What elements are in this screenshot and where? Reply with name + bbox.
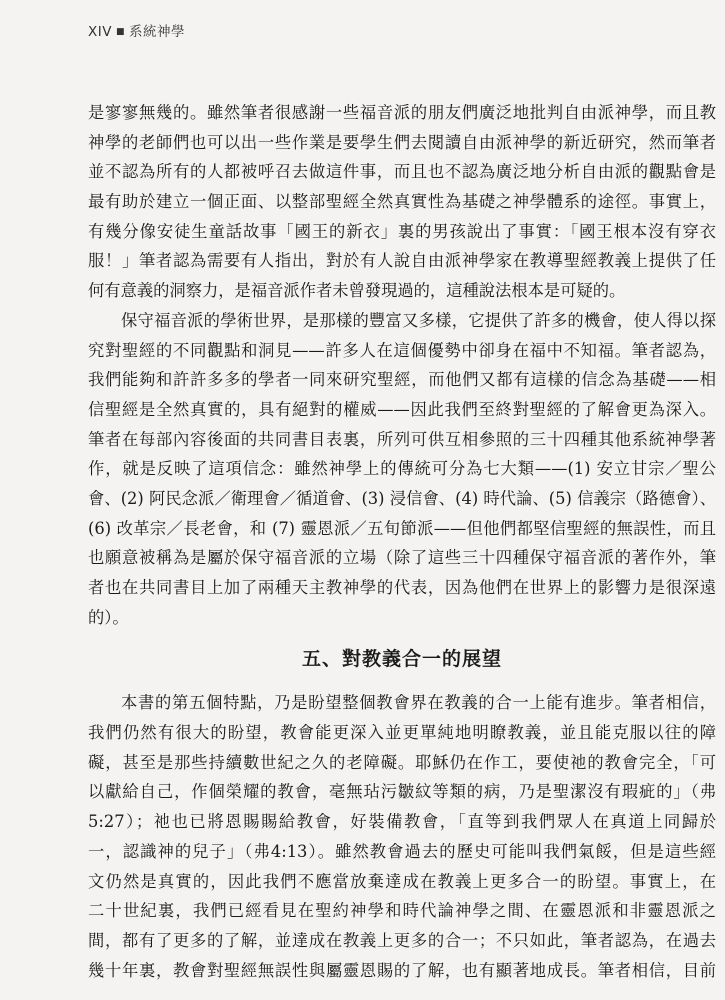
text-line: 我們能夠和許許多多的學者一同來研究聖經，而他們又都有這樣的信念為基礎——相 bbox=[88, 370, 716, 390]
text-line: 一，認識神的兒子」（弗4:13）。雖然教會過去的歷史可能叫我們氣餒，但是這些經 bbox=[88, 841, 716, 861]
paragraph-1 bbox=[88, 98, 716, 306]
text-line: 是寥寥無幾的。雖然筆者很感謝一些福音派的朋友們廣泛地批判自由派神學，而且教 bbox=[88, 103, 716, 122]
paragraph-2 bbox=[88, 306, 716, 633]
text-line: 者也在共同書目上加了兩種天主教神學的代表，因為他們在世界上的影響力是很深遠 bbox=[88, 578, 716, 597]
text-line: 本書的第五個特點，乃是盼望整個教會界在教義的合一上能有進步。筆者相信， bbox=[121, 693, 716, 713]
text-line: 也願意被稱為是屬於保守福音派的立場（除了這些三十四種保守福音派的著作外，筆 bbox=[88, 548, 716, 568]
text-line: 有幾分像安徒生童話故事「國王的新衣」裏的男孩說出了事實：「國王根本沒有穿衣 bbox=[88, 221, 716, 241]
text-line: 我們仍然有很大的盼望，教會能更深入並更單純地明瞭教義，並且能克服以往的障 bbox=[88, 723, 716, 743]
text-line: 神學的老師們也可以出一些作業是要學生們去閱讀自由派神學的新近研究，然而筆者 bbox=[88, 132, 716, 152]
text-line: 5:27）；祂也已將恩賜賜給教會，好裝備教會，「直等到我們眾人在真道上同歸於 bbox=[88, 812, 716, 832]
text-line: 的）。 bbox=[88, 607, 129, 627]
text-line: 究對聖經的不同觀點和洞見——許多人在這個優勢中卻身在福中不知福。筆者認為， bbox=[88, 340, 716, 360]
page-number: XIV bbox=[88, 24, 112, 40]
text-line: 並不認為所有的人都被呼召去做這件事，而且也不認為廣泛地分析自由派的觀點會是 bbox=[88, 162, 716, 182]
text-line: 幾十年裏，教會對聖經無誤性與屬靈恩賜的了解，也有顯著地成長。筆者相信，目前 bbox=[88, 960, 716, 980]
text-line: 間，都有了更多的了解，並達成在教義上更多的合一；不只如此，筆者認為，在過去 bbox=[88, 930, 716, 950]
text-line: (6) 改革宗／長老會，和 (7) 靈恩派／五旬節派——但他們都堅信聖經的無誤性，而且 bbox=[88, 518, 716, 538]
running-header bbox=[88, 20, 185, 40]
section-heading: 五、對教義合一的展望 bbox=[301, 648, 502, 671]
text-line: 保守福音派的學術世界，是那樣的豐富又多樣，它提供了許多的機會，使人得以探 bbox=[121, 310, 716, 330]
text-line: 最有助於建立一個正面、以整部聖經全然真實性為基礎之神學體系的途徑。事實上， bbox=[88, 192, 716, 212]
page-body bbox=[88, 98, 716, 985]
text-line: 信聖經是全然真實的，具有絕對的權威——因此我們至終對聖經的了解會更為深入。 bbox=[88, 399, 716, 419]
text-line: 二十世紀裏，我們已經看見在聖約神學和時代論神學之間、在靈恩派和非靈恩派之 bbox=[88, 901, 716, 921]
text-line: 以獻給自己，作個榮耀的教會，毫無玷污皺紋等類的病，乃是聖潔沒有瑕疵的」（弗 bbox=[88, 782, 716, 802]
text-line: 作，就是反映了這項信念：雖然神學上的傳統可分為七大類——(1) 安立甘宗／聖公 bbox=[88, 459, 716, 479]
text-line: 礙，甚至是那些持續數世紀之久的老障礙。耶穌仍在作工，要使祂的教會完全，「可 bbox=[88, 752, 716, 772]
separator-bullet: ■ bbox=[115, 27, 125, 37]
paragraph-3 bbox=[88, 688, 716, 985]
text-line: 筆者在每部內容後面的共同書目表裏，所列可供互相參照的三十四種其他系統神學著 bbox=[88, 429, 716, 449]
book-title: 系統神學 bbox=[128, 24, 185, 40]
text-line: 服！」筆者認為需要有人指出，對於有人說自由派神學家在教導聖經教義上提供了任 bbox=[88, 251, 716, 271]
text-line: 何有意義的洞察力，是福音派作者未曾發現過的，這種說法根本是可疑的。 bbox=[88, 281, 626, 301]
text-line: 文仍然是真實的，因此我們不應當放棄達成在教義上更多合一的盼望。事實上，在 bbox=[88, 871, 716, 891]
text-line: 會、(2) 阿民念派／衛理會／循道會、(3) 浸信會、(4) 時代論、(5) 信義宗（路德會）、 bbox=[88, 488, 716, 508]
